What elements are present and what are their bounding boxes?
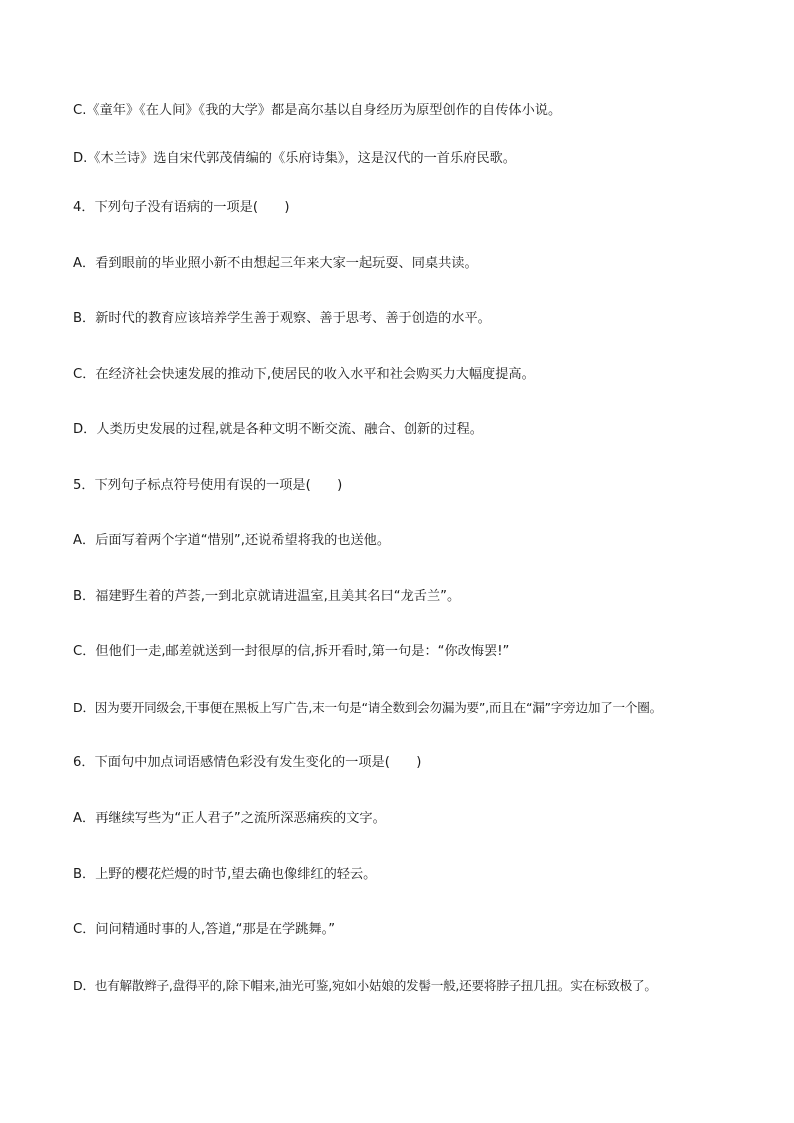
- option-3c-text: C.《童年》《在人间》《我的大学》都是高尔基以自身经历为原型创作的自传体小说。: [73, 103, 562, 118]
- question-4-stem: 4．下列句子没有语病的一项是( ): [73, 200, 290, 215]
- option-6d-text: D．也有解散辫子,盘得平的,除下帽来,油光可鉴,宛如小姑娘的发髻一般,还要将脖子扭几扭。实在标致极了。: [73, 978, 657, 993]
- option-5a-text: A．后面写着两个字道“惜别”,还说希望将我的也送他。: [73, 533, 391, 548]
- option-4b-text: B．新时代的教育应该培养学生善于观察、善于思考、善于创造的水平。: [73, 311, 491, 326]
- option-4d-text: D．人类历史发展的过程,就是各种文明不断交流、融合、创新的过程。: [73, 422, 483, 437]
- option-5c-text: C．但他们一走,邮差就送到一封很厚的信,拆开看时,第一句是：“你改悔罢!”: [73, 644, 510, 659]
- option-3d-text: D.《木兰诗》选自宋代郭茂倩编的《乐府诗集》，这是汉代的一首乐府民歌。: [73, 151, 516, 166]
- option-6b-text: B．上野的樱花烂熳的时节,望去确也像绯红的轻云。: [73, 867, 377, 882]
- option-6c-text: C．问问精通时事的人,答道,“那是在学跳舞。”: [73, 922, 336, 937]
- option-4a-text: A．看到眼前的毕业照小新不由想起三年来大家一起玩耍、同桌共读。: [73, 256, 478, 271]
- option-4c-text: C．在经济社会快速发展的推动下,使居民的收入水平和社会购买力大幅度提高。: [73, 367, 535, 382]
- option-5b-text: B．福建野生着的芦荟,一到北京就请进温室,且美其名曰“龙舌兰”。: [73, 589, 461, 604]
- question-6-stem: 6．下面句中加点词语感情色彩没有发生变化的一项是( ): [73, 755, 422, 770]
- question-5-stem: 5．下列句子标点符号使用有误的一项是( ): [73, 478, 343, 493]
- option-5d-text: D．因为要开同级会,干事便在黑板上写广告,末一句是“请全数到会勿漏为要”,而且在“漏”字旁边加了一个圈。: [73, 700, 662, 715]
- option-6a-text: A．再继续写些为“正人君子”之流所深恶痛疾的文字。: [73, 811, 386, 826]
